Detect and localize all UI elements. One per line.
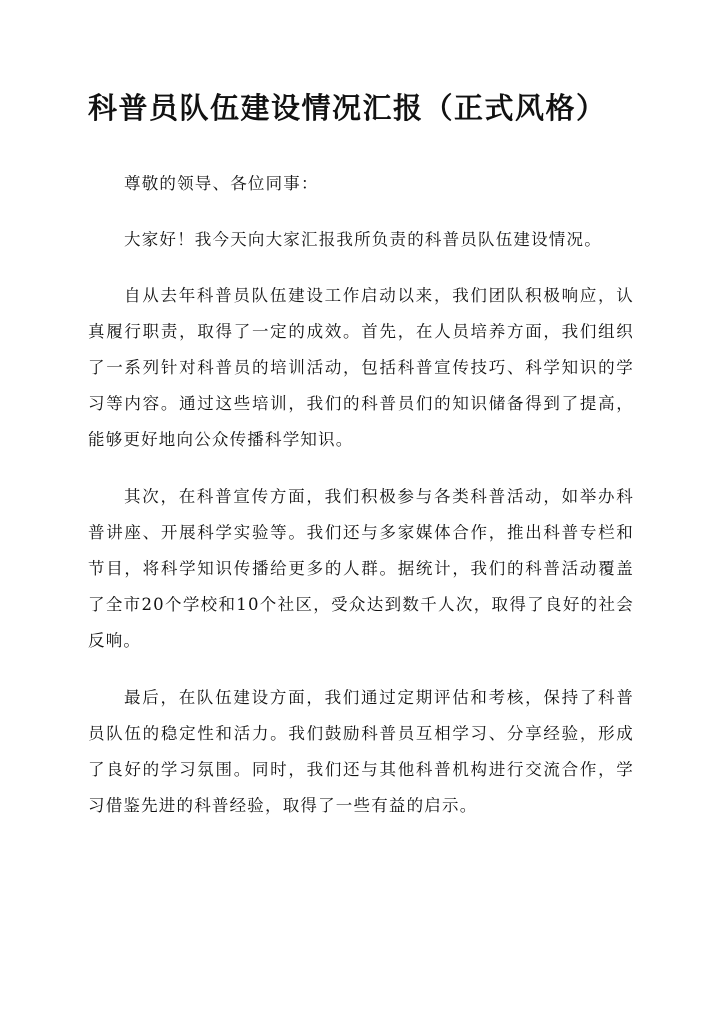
intro-paragraph: 大家好！我今天向大家汇报我所负责的科普员队伍建设情况。 <box>124 230 602 249</box>
body-paragraph-team: 最后，在队伍建设方面，我们通过定期评估和考核，保持了科普员队伍的稳定性和活力。我们鼓励科普员互相学习、分享经验，形成了良好的学习氛围。同时，我们还与其他科普机构进行交流合作，学习借鉴先进的科普经验，取得了一些有益的启示。 <box>88 688 634 815</box>
document-title: 科普员队伍建设情况汇报（正式风格） <box>88 91 607 125</box>
document-body <box>88 166 634 824</box>
body-paragraph-training: 自从去年科普员队伍建设工作启动以来，我们团队积极响应，认真履行职责，取得了一定的成效。首先，在人员培养方面，我们组织了一系列针对科普员的培训活动，包括科普宣传技巧、科学知识的学习等内容。通过这些培训，我们的科普员们的知识储备得到了提高，能够更好地向公众传播科学知识。 <box>88 286 634 449</box>
greeting-paragraph: 尊敬的领导、各位同事： <box>124 174 319 193</box>
body-paragraph-outreach: 其次，在科普宣传方面，我们积极参与各类科普活动，如举办科普讲座、开展科学实验等。我们还与多家媒体合作，推出科普专栏和节目，将科学知识传播给更多的人群。据统计，我们的科普活动覆盖了全市20个学校和10个社区，受众达到数千人次，取得了良好的社会反响。 <box>88 487 634 650</box>
